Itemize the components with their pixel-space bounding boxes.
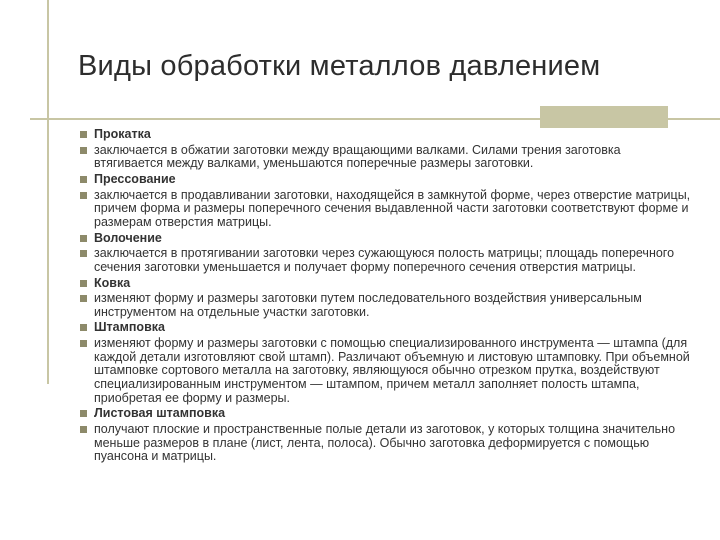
square-bullet-icon (80, 250, 87, 257)
list-item-text: заключается в продавливании заготовки, находящейся в замкнутой форме, через отверстие матрицы, причем форма и размеры поперечного сечения выдавленной части заготовки соответствуют форме и размерам отверстия матрицы. (94, 187, 691, 229)
list-item-text: Штамповка (94, 320, 165, 335)
slide-title: Виды обработки металлов давлением (78, 50, 601, 82)
list-item-drawing-heading (80, 232, 692, 246)
list-item-forging-desc (80, 292, 692, 319)
list-item-pressing-desc (80, 189, 692, 230)
list-item-text: Прокатка (94, 127, 151, 141)
bullet-list (80, 128, 692, 466)
square-bullet-icon (80, 235, 87, 242)
decorative-vertical-line (47, 0, 49, 384)
list-item-text: получают плоские и пространственные полые детали из заготовок, у которых толщина значительно меньше размеров в плане (лист, лента, полоса). Обычно заготовка деформируется с помощью пуансона и матрицы. (94, 421, 676, 464)
square-bullet-icon (80, 147, 87, 154)
square-bullet-icon (80, 176, 87, 183)
list-item-rolling-desc (80, 144, 692, 171)
list-item-text: Волочение (94, 230, 162, 245)
square-bullet-icon (80, 131, 87, 138)
list-item-text: Прессование (94, 171, 176, 186)
square-bullet-icon (80, 280, 87, 287)
list-item-text: изменяют форму и размеры заготовки путем последовательного воздействия универсальным инструментом на отдельные участки заготовки. (94, 291, 642, 319)
list-item-sheet-stamping-desc (80, 423, 692, 464)
square-bullet-icon (80, 410, 87, 417)
list-item-pressing-heading (80, 173, 692, 187)
square-bullet-icon (80, 324, 87, 331)
decorative-block (540, 106, 668, 128)
list-item-text: Листовая штамповка (94, 406, 226, 421)
list-item-drawing-desc (80, 247, 692, 274)
square-bullet-icon (80, 340, 87, 347)
list-item-stamping-desc (80, 337, 692, 405)
list-item-text: Ковка (94, 275, 131, 290)
list-item-rolling-heading (80, 128, 692, 142)
list-item-text: заключается в обжатии заготовки между вращающими валками. Силами трения заготовка втягивается между валками, уменьшаются поперечные размеры заготовки. (94, 142, 621, 171)
list-item-sheet-stamping-heading (80, 407, 692, 421)
list-item-text: изменяют форму и размеры заготовки с помощью специализированного инструмента — штампа (для каждой детали изготовляют свой штамп). Различают объемную и листовую штамповку. При объемной штамповке сортового металла на заготовку, являющуюся обычно отрезком прутка, воздействуют специализированным инструментом — штампом, причем металл заполняет полость штампа, приобретая ее форму и размеры. (94, 336, 690, 405)
square-bullet-icon (80, 192, 87, 199)
square-bullet-icon (80, 295, 87, 302)
list-item-forging-heading (80, 277, 692, 291)
square-bullet-icon (80, 426, 87, 433)
list-item-stamping-heading (80, 321, 692, 335)
list-item-text: заключается в протягивании заготовки через сужающуюся полость матрицы; площадь поперечного сечения заготовки уменьшается и получает форму поперечного сечения отверстия матрицы. (94, 246, 675, 274)
